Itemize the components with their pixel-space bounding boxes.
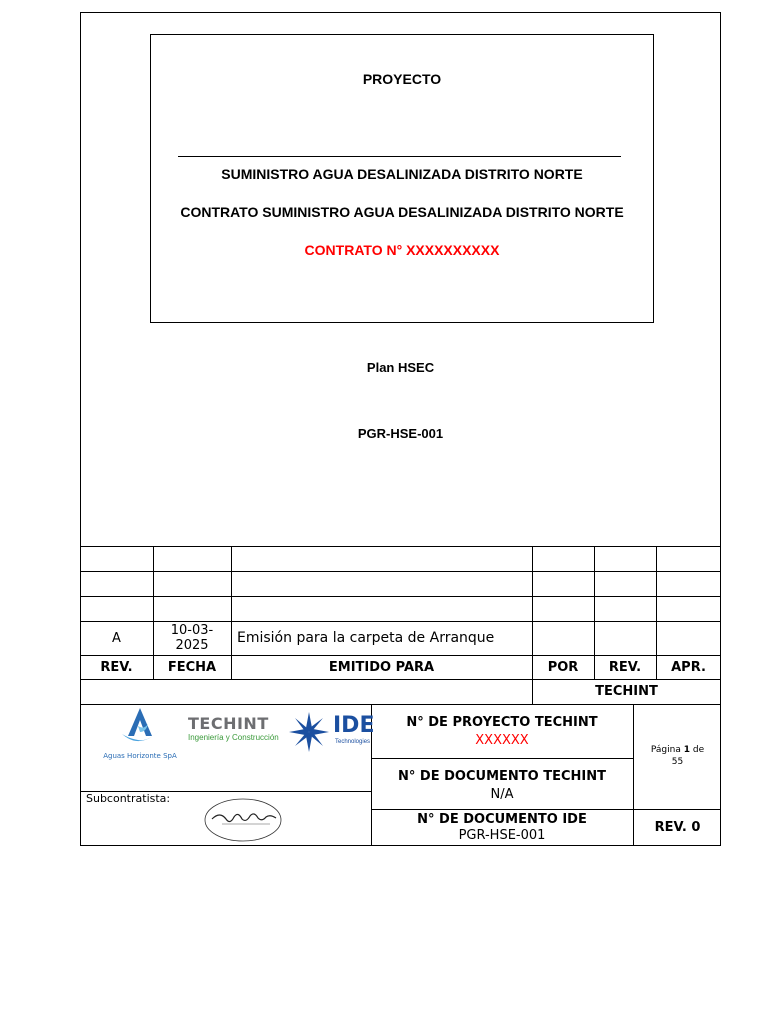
- ide-document-value: PGR-HSE-001: [458, 828, 546, 843]
- page-total: 55: [671, 757, 684, 767]
- header-rev: REV.: [100, 659, 133, 675]
- aguas-horizonte-logo: [98, 706, 182, 760]
- approved-cell: [656, 621, 721, 655]
- techint-tagline: Ingeniería y Construcción: [188, 733, 279, 742]
- issued-for-cell: Emisión para la carpeta de Arranque: [237, 630, 495, 646]
- project-number-value: XXXXXX: [475, 732, 529, 748]
- rev-by-cell: [594, 621, 656, 655]
- table-line: [80, 571, 721, 572]
- project-name: SUMINISTRO AGUA DESALINIZADA DISTRITO NORTE: [221, 166, 583, 182]
- signature-logo-icon: [202, 797, 284, 843]
- table-line: [80, 546, 721, 547]
- document-number-value: N/A: [490, 786, 514, 802]
- page-number: 1: [683, 745, 690, 755]
- table-line: [80, 704, 721, 705]
- aguas-horizonte-label: Aguas Horizonte SpA: [103, 752, 177, 760]
- divider: [178, 156, 621, 157]
- project-box: [150, 34, 654, 323]
- page-counter: [634, 744, 721, 768]
- ide-star-icon: [287, 710, 331, 754]
- project-label: PROYECTO: [362, 71, 442, 87]
- document-title: Plan HSEC: [366, 360, 435, 375]
- date-cell: [153, 621, 231, 655]
- table-line: [371, 758, 633, 759]
- ide-wordmark: IDE: [333, 713, 375, 738]
- aguas-horizonte-icon: [98, 706, 182, 748]
- header-issued-for: EMITIDO PARA: [328, 659, 435, 675]
- company-cell: TECHINT: [595, 684, 658, 699]
- subcontractor-label: Subcontratista:: [86, 792, 171, 805]
- document-number-label: N° DE DOCUMENTO TECHINT: [398, 768, 606, 784]
- techint-wordmark: TECHINT: [188, 714, 269, 733]
- revision-label: REV. 0: [654, 820, 701, 835]
- header-reviewed: REV.: [608, 659, 642, 675]
- contract-name: CONTRATO SUMINISTRO AGUA DESALINIZADA DISTRITO NORTE: [180, 204, 624, 220]
- ide-tagline: Technologies: [335, 739, 371, 745]
- date-line-1: 10-03-: [170, 623, 214, 638]
- page-of: de: [692, 745, 705, 755]
- date-line-2: 2025: [175, 638, 209, 653]
- table-line: [80, 596, 721, 597]
- header-by: POR: [547, 659, 579, 675]
- subcontractor-logo: [202, 797, 284, 843]
- techint-logo: [188, 715, 283, 755]
- contract-number: CONTRATO N° XXXXXXXXXX: [304, 242, 500, 258]
- ide-document-label: N° DE DOCUMENTO IDE: [417, 811, 587, 827]
- page-label: Página: [650, 745, 681, 755]
- header-date: FECHA: [167, 659, 217, 675]
- by-cell: [532, 621, 594, 655]
- rev-cell: A: [112, 630, 121, 646]
- ide-logo: [287, 710, 373, 756]
- project-number-label: N° DE PROYECTO TECHINT: [406, 714, 598, 730]
- header-approved: APR.: [671, 659, 706, 675]
- document-code: PGR-HSE-001: [357, 426, 444, 441]
